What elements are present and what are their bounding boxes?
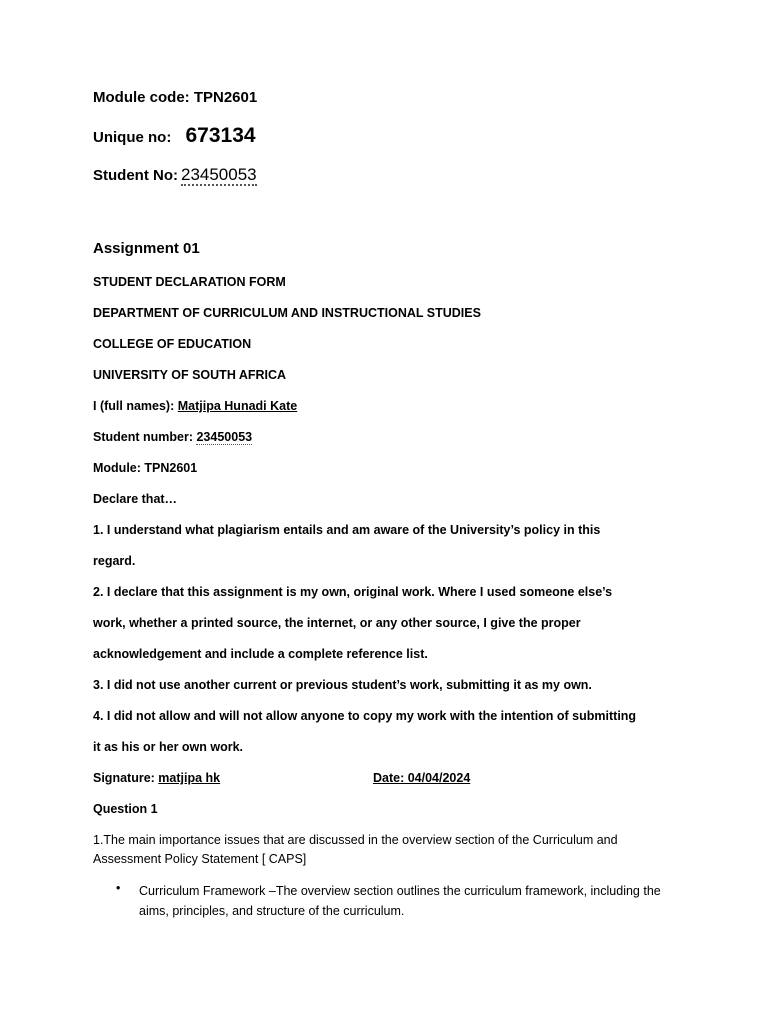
module-line: Module: TPN2601 <box>93 461 198 475</box>
signature-value: matjipa hk <box>158 771 221 785</box>
department-line: DEPARTMENT OF CURRICULUM AND INSTRUCTIONAL STUDIES <box>93 306 481 320</box>
student-no-line <box>93 165 257 185</box>
full-names-value: Matjipa Hunadi Kate <box>177 399 298 413</box>
declaration-line: 3. I did not use another current or previous student’s work, submitting it as my own. <box>93 678 592 692</box>
student-number-value: 23450053 <box>196 430 253 444</box>
assignment-title: Assignment 01 <box>93 240 200 257</box>
student-number-line <box>93 430 252 444</box>
unique-no-label: Unique no: <box>93 129 172 146</box>
college-line: COLLEGE OF EDUCATION <box>93 337 252 351</box>
university-line: UNIVERSITY OF SOUTH AFRICA <box>93 368 287 382</box>
bullet-text: Curriculum Framework –The overview section outlines the curriculum framework, including the aims, principles, and structure of the curriculum. <box>139 884 661 918</box>
declaration-line: work, whether a printed source, the internet, or any other source, I give the proper <box>93 616 581 630</box>
student-no-label: Student No: <box>93 167 178 184</box>
declaration-line: 4. I did not allow and will not allow anyone to copy my work with the intention of submitting <box>93 709 637 723</box>
student-no-value: 23450053 <box>180 165 257 184</box>
unique-no-value: 673134 <box>185 124 256 147</box>
module-code-label: Module code: <box>93 89 190 106</box>
declaration-line: 2. I declare that this assignment is my own, original work. Where I used someone else’s <box>93 585 613 599</box>
declaration-line: acknowledgement and include a complete reference list. <box>93 647 428 661</box>
form-title: STUDENT DECLARATION FORM <box>93 275 286 289</box>
declare-intro: Declare that… <box>93 492 178 506</box>
question-title: Question 1 <box>93 802 158 816</box>
declaration-line: 1. I understand what plagiarism entails and am aware of the University’s policy in this <box>93 523 601 537</box>
full-names-label: I (full names): <box>93 399 175 413</box>
full-names-line <box>93 399 297 413</box>
signature-line <box>93 771 220 785</box>
module-code-value: TPN2601 <box>193 89 258 106</box>
declaration-line: it as his or her own work. <box>93 740 244 754</box>
date-line: Date: 04/04/2024 <box>373 771 471 785</box>
question-text: 1.The main importance issues that are discussed in the overview section of the Curriculum and Assessment Policy Statement [ CAPS] <box>93 833 618 866</box>
bullet-symbol: • <box>116 881 121 895</box>
unique-no-line <box>93 124 256 148</box>
module-code-line <box>93 89 257 106</box>
signature-label: Signature: <box>93 771 155 785</box>
declaration-line: regard. <box>93 554 136 568</box>
student-number-label: Student number: <box>93 430 193 444</box>
